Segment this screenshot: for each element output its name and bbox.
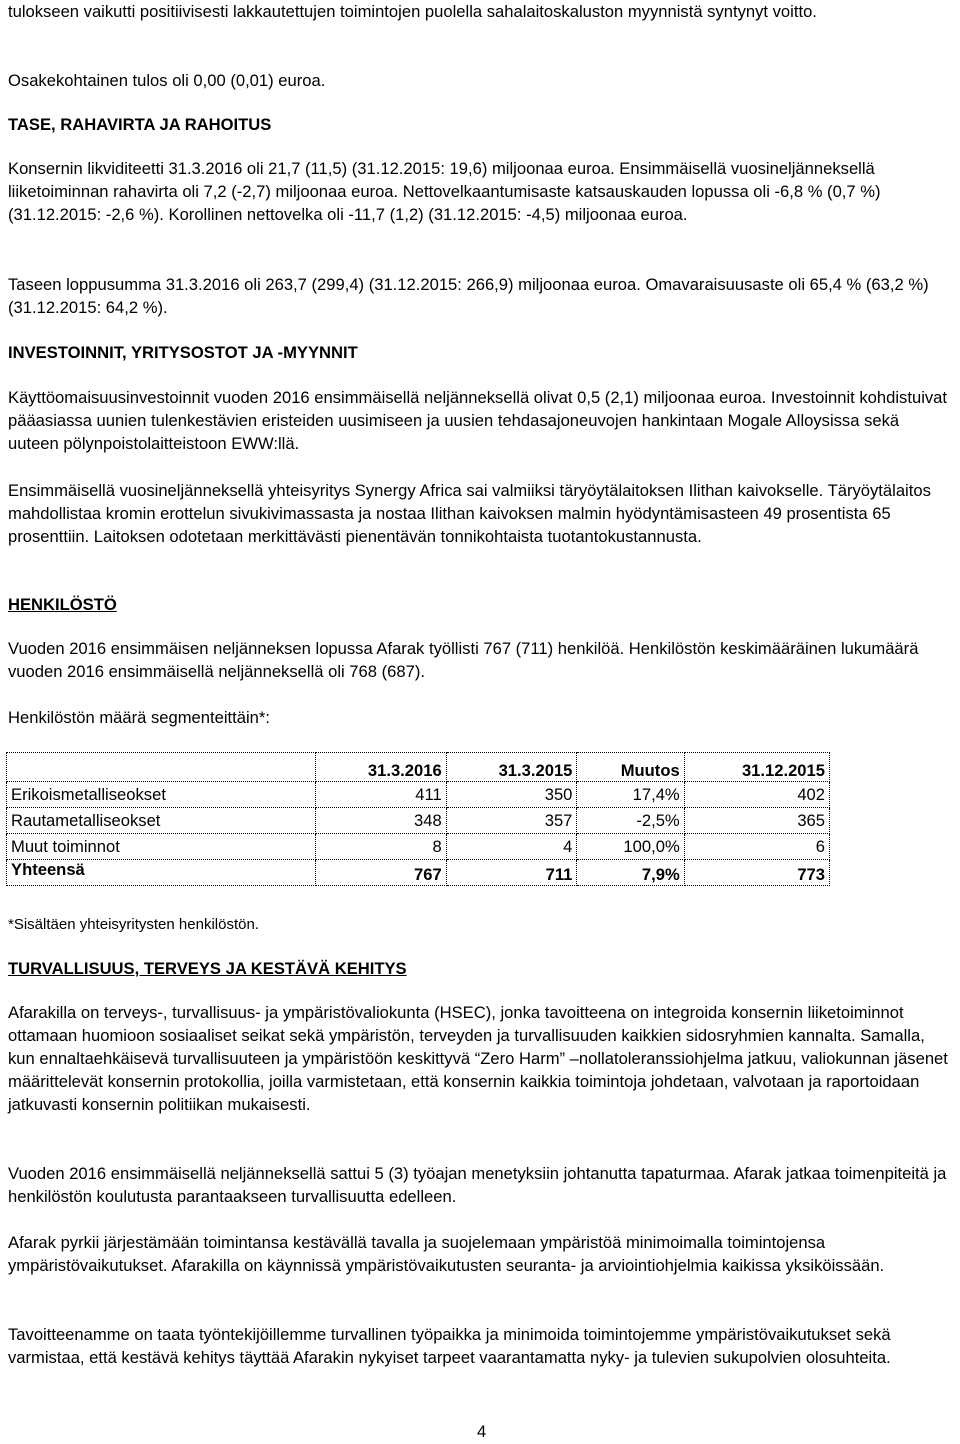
table-cell: 411: [316, 782, 447, 808]
table-total-row: [7, 860, 830, 886]
table-header-cell: 31.3.2016: [316, 753, 447, 782]
table-header-cell: [7, 753, 316, 782]
table-cell: 711: [446, 860, 577, 886]
table-cell-label: Rautametalliseokset: [7, 808, 316, 834]
table-row: [7, 782, 830, 808]
table-cell: -2,5%: [577, 808, 684, 834]
table-cell: 17,4%: [577, 782, 684, 808]
turvallisuus-paragraph-2: Vuoden 2016 ensimmäisellä neljänneksellä sattui 5 (3) työajan menetyksiin johtanutta tapaturmaa. Afarak jatkaa toimenpiteitä ja henkilöstön koulutusta parantaakseen turvallisuutta edelleen.: [8, 1164, 947, 1206]
investoinnit-paragraph-1: Käyttöomaisuusinvestoinnit vuoden 2016 ensimmäisellä neljänneksellä olivat 0,5 (2,1) miljoonaa euroa. Investoinnit kohdistuivat pääasiassa uunien tulenkestävien eristeiden uusimiseen ja uusien tehdasajoneuvojen hankintaan Mogale Alloysissa sekä uuteen pölynpoistolaitteistoon EWW:llä.: [8, 388, 948, 453]
table-cell: 8: [316, 834, 447, 860]
turvallisuus-paragraph-3: Afarak pyrkii järjestämään toimintansa kestävällä tavalla ja suojelemaan ympäristöä minimoimalla toimintojensa ympäristövaikutukset. Afarakilla on käynnissä ympäristövaikutusten seuranta- ja arviointiohjelmia kaikissa yksiköissään.: [8, 1233, 885, 1275]
table-cell: 365: [684, 808, 829, 834]
table-cell: 773: [684, 860, 829, 886]
table-cell: 348: [316, 808, 447, 834]
table-footnote: *Sisältäen yhteisyritysten henkilöstön.: [8, 916, 259, 933]
table-cell: 402: [684, 782, 829, 808]
section-heading-turvallisuus: TURVALLISUUS, TERVEYS JA KESTÄVÄ KEHITYS: [8, 959, 407, 978]
section-heading-henkilosto: HENKILÖSTÖ: [8, 595, 117, 614]
table-cell: 350: [446, 782, 577, 808]
table-header-cell: 31.12.2015: [684, 753, 829, 782]
section-heading-investoinnit: INVESTOINNIT, YRITYSOSTOT JA -MYYNNIT: [8, 343, 358, 362]
table-cell-label: Yhteensä: [7, 860, 316, 886]
table-header-cell: Muutos: [577, 753, 684, 782]
investoinnit-paragraph-2: Ensimmäisellä vuosineljänneksellä yhteisyritys Synergy Africa sai valmiiksi täryöytälaitoksen Ilithan kaivokselle. Täryöytälaitos mahdollistaa kromin erottelun sivukivimassasta ja nostaa Ilithan kaivoksen malmin hyödyntämisasteen 49 prosentista 65 prosenttiin. Laitoksen odotetaan merkittävästi pienentävän tonnikohtaista tuotantokustannusta.: [8, 481, 931, 546]
table-cell: 6: [684, 834, 829, 860]
table-cell: 767: [316, 860, 447, 886]
personnel-by-segment-table: [6, 752, 830, 886]
table-row: [7, 834, 830, 860]
table-row: [7, 808, 830, 834]
table-cell: 100,0%: [577, 834, 684, 860]
tase-paragraph-2: Taseen loppusumma 31.3.2016 oli 263,7 (299,4) (31.12.2015: 266,9) miljoonaa euroa. Omavaraisuusaste oli 65,4 % (63,2 %) (31.12.2015: 64,2 %).: [8, 275, 929, 317]
table-header-cell: 31.3.2015: [446, 753, 577, 782]
tase-paragraph-1: Konsernin likviditeetti 31.3.2016 oli 21,7 (11,5) (31.12.2015: 19,6) miljoonaa euroa. Ensimmäisellä vuosineljänneksellä liiketoiminnan rahavirta oli 7,2 (-2,7) miljoonaa euroa. Nettovelkaantumisaste katsauskauden lopussa oli -6,8 % (0,7 %) (31.12.2015: -2,6 %). Korollinen nettovelka oli -11,7 (1,2) (31.12.2015: -4,5) miljoonaa euroa.: [8, 159, 881, 224]
table-caption: Henkilöstön määrä segmenteittäin*:: [8, 708, 270, 727]
turvallisuus-paragraph-1: Afarakilla on terveys-, turvallisuus- ja ympäristövaliokunta (HSEC), jonka tavoitteena on integroida konsernin liiketoiminnot ottamaan huomioon sosiaaliset seikat sekä ympäristön, terveyden ja turvallisuuden kaikkien sidosryhmien kannalta. Samalla, kun ennaltaehkäisevä turvallisuuteen ja ympäristöön keskittyvä “Zero Harm” –nollatoleranssiohjelma jatkuu, valiokunnan jäsenet määrittelevät konsernin protokollia, joilla varmistetaan, että konsernin kaikkia toimintoja johdetaan, valvotaan ja raportoidaan jatkuvasti konsernin politiikan mukaisesti.: [8, 1003, 948, 1114]
table-cell: 357: [446, 808, 577, 834]
table-header-row: [7, 753, 830, 782]
intro-paragraph-1: tulokseen vaikutti positiivisesti lakkautettujen toimintojen puolella sahalaitoskaluston myynnistä syntynyt voitto.: [8, 2, 817, 21]
table-cell: 7,9%: [577, 860, 684, 886]
table-cell-label: Muut toiminnot: [7, 834, 316, 860]
intro-paragraph-2: Osakekohtainen tulos oli 0,00 (0,01) euroa.: [8, 71, 326, 90]
page-number: 4: [477, 1422, 487, 1441]
turvallisuus-paragraph-4: Tavoitteenamme on taata työntekijöillemme turvallinen työpaikka ja minimoida toimintojemme ympäristövaikutukset sekä varmistaa, että kestävä kehitys täyttää Afarakin nykyiset tarpeet vaarantamatta nyky- ja tulevien sukupolvien olosuhteita.: [8, 1325, 891, 1367]
table-cell: 4: [446, 834, 577, 860]
section-heading-tase: TASE, RAHAVIRTA JA RAHOITUS: [8, 115, 272, 134]
table-cell-label: Erikoismetalliseokset: [7, 782, 316, 808]
henkilosto-paragraph-1: Vuoden 2016 ensimmäisen neljänneksen lopussa Afarak työllisti 767 (711) henkilöä. Henkilöstön keskimääräinen lukumäärä vuoden 2016 ensimmäisellä neljänneksellä oli 768 (687).: [8, 639, 919, 681]
